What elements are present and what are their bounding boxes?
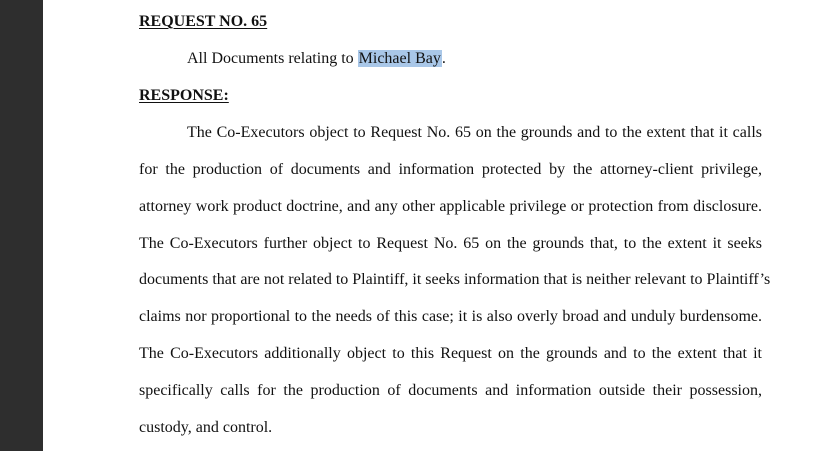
response-heading: RESPONSE: — [139, 87, 229, 104]
request-text-lead: All Documents relating to — [187, 50, 358, 67]
response-line: specifically calls for the production of documents and information outside their possession, — [139, 382, 762, 399]
selected-text-highlight[interactable]: Michael Bay — [358, 50, 441, 67]
response-line: The Co-Executors additionally object to this Request on the grounds and to the extent that it — [139, 345, 762, 362]
response-line: for the production of documents and information protected by the attorney-client privilege, — [139, 161, 762, 178]
response-line: custody, and control. — [139, 419, 273, 436]
response-line: documents that are not related to Plaintiff, it seeks information that is neither relevant to Plaintiff’s — [139, 271, 771, 288]
request-heading: REQUEST NO. 65 — [139, 13, 268, 30]
viewer-gutter — [0, 0, 43, 451]
response-line: claims nor proportional to the needs of this case; it is also overly broad and unduly burdensome. — [139, 308, 762, 325]
request-text-end: . — [441, 50, 446, 67]
document-page — [43, 0, 817, 451]
response-line: The Co-Executors further object to Request No. 65 on the grounds that, to the extent it seeks — [139, 235, 762, 252]
request-text — [187, 50, 446, 68]
response-line: attorney work product doctrine, and any other applicable privilege or protection from disclosure. — [139, 198, 762, 215]
response-line: The Co-Executors object to Request No. 65 on the grounds and to the extent that it calls — [187, 124, 762, 141]
